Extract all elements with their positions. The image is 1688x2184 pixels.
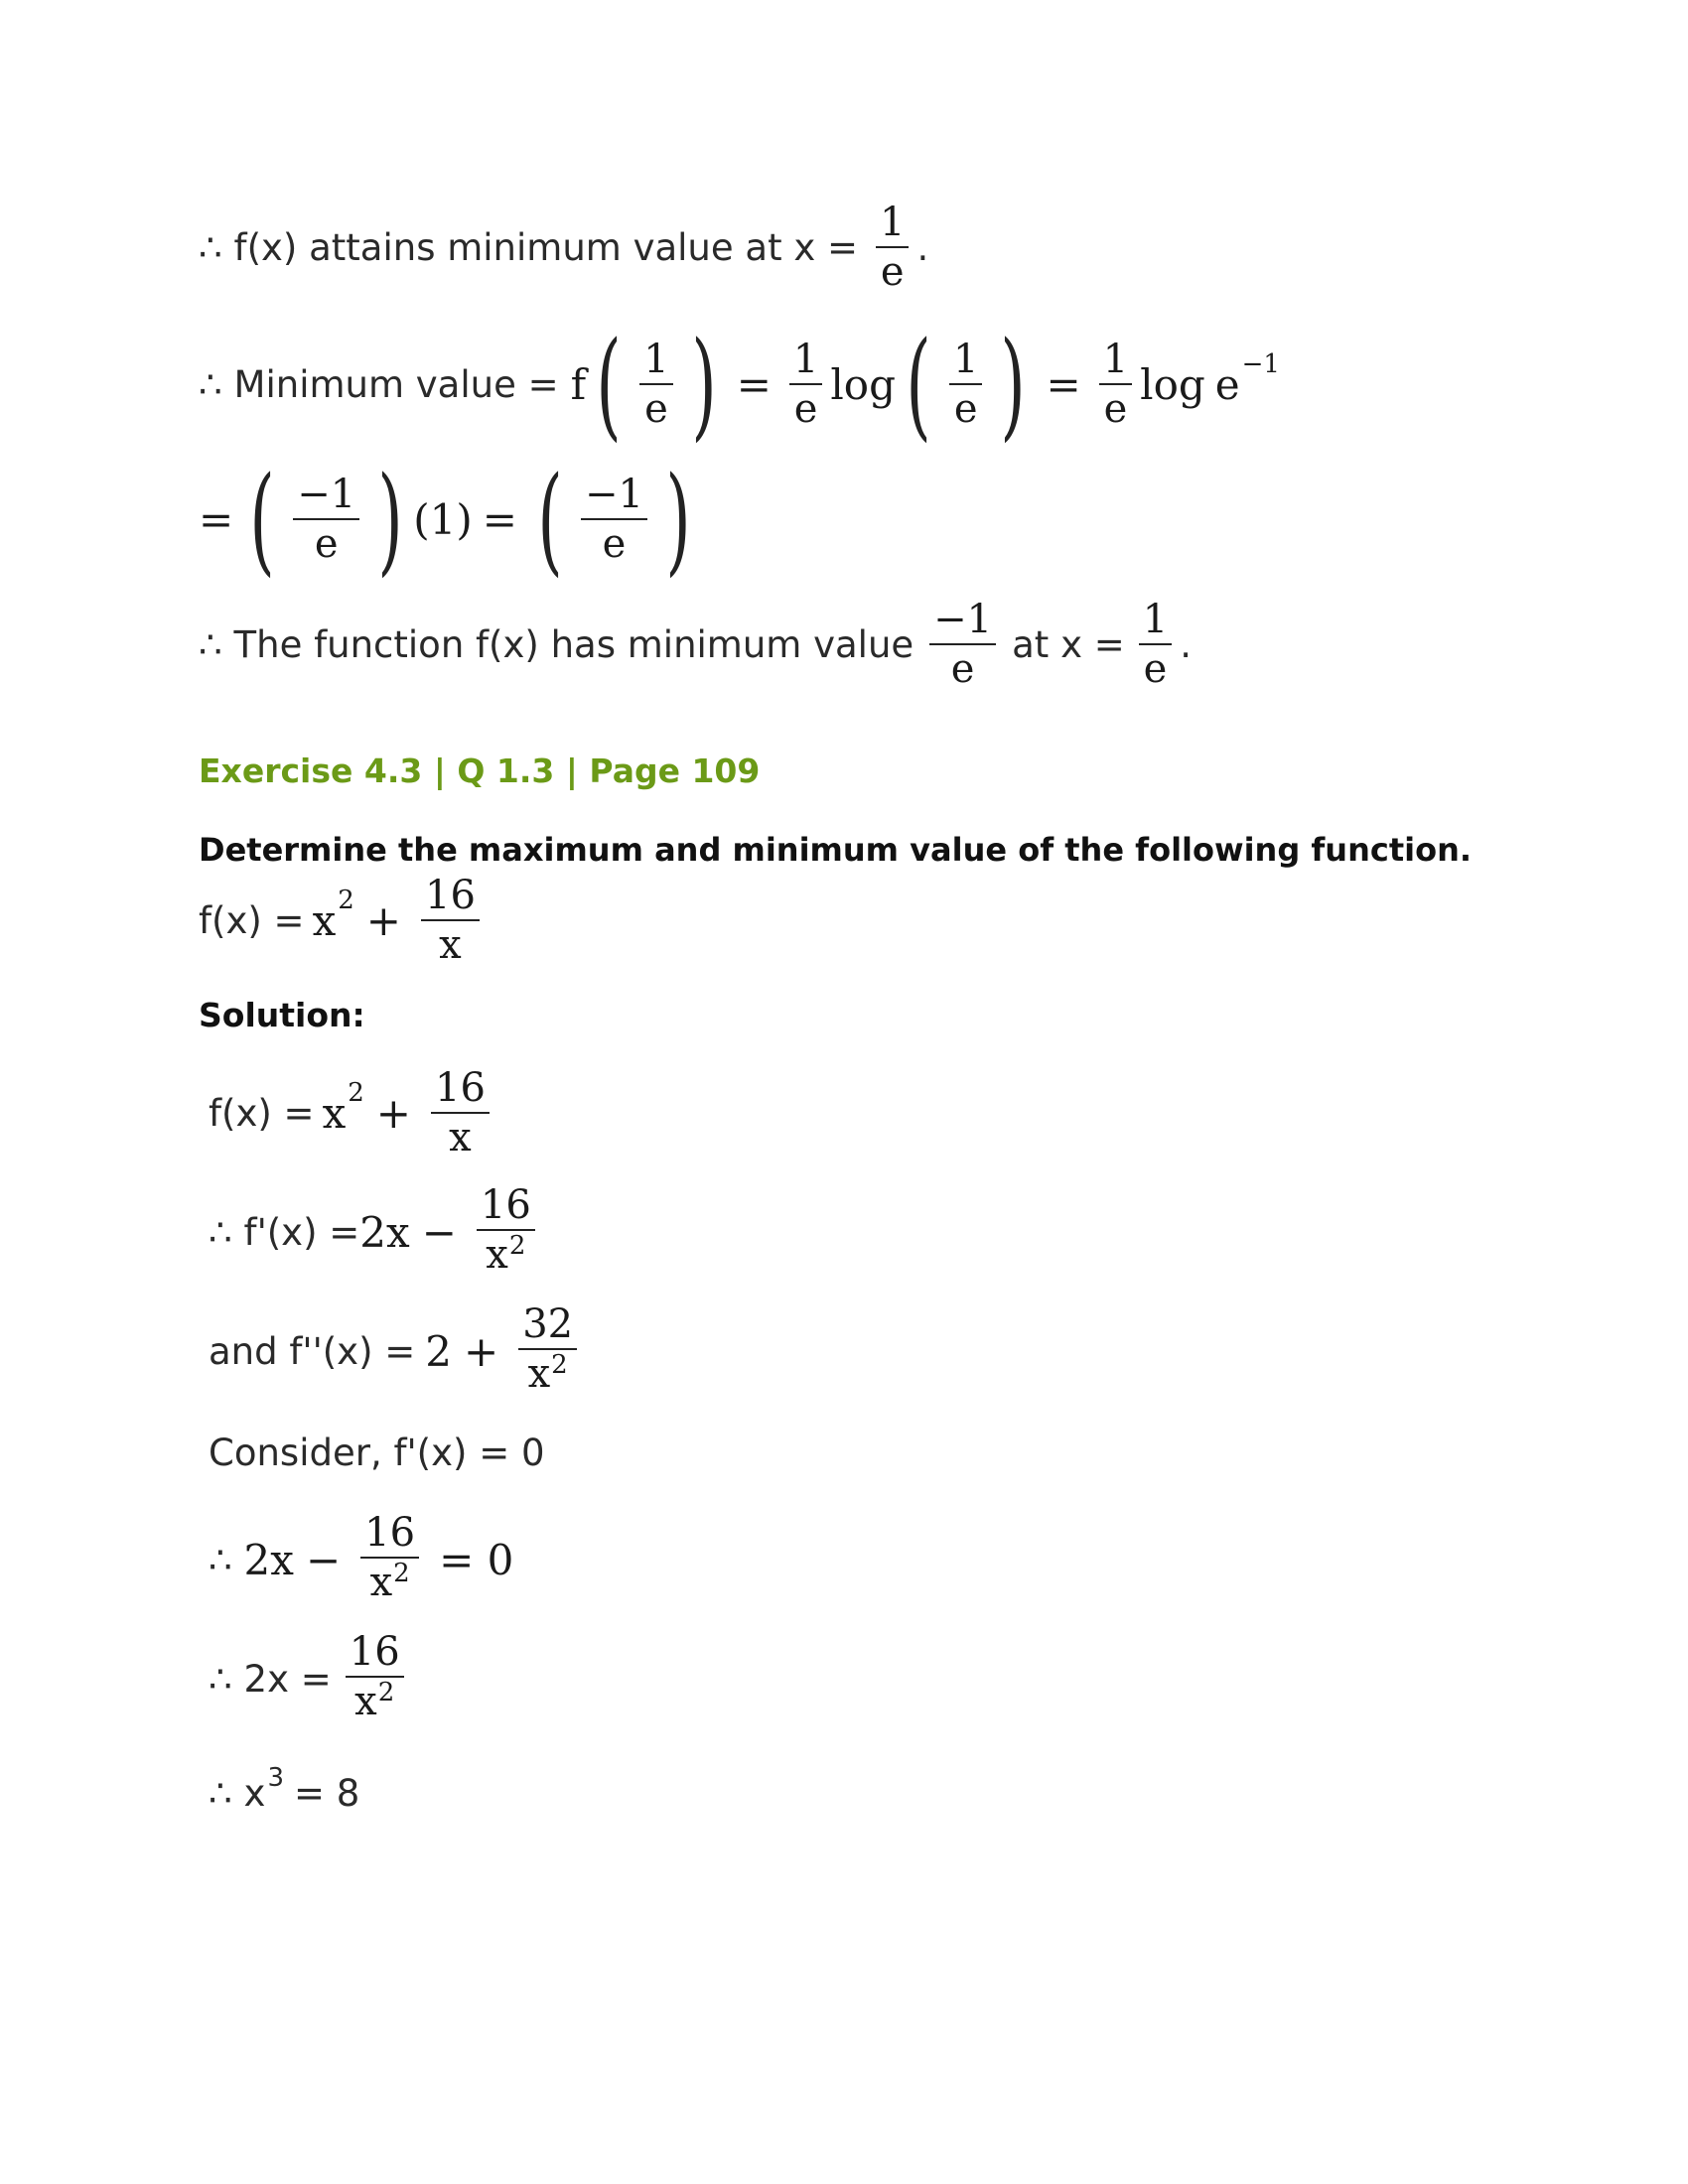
term: 2x (359, 1208, 410, 1257)
equals-zero: = 0 (439, 1536, 514, 1584)
fraction (949, 336, 982, 433)
statement-text: The function f(x) has minimum value (233, 622, 914, 666)
fraction (431, 1064, 490, 1161)
step-function (209, 1064, 497, 1161)
question-text: Determine the maximum and minimum value of the following function. (199, 831, 1472, 869)
exponent: 2 (508, 1231, 526, 1261)
step-cube (209, 1762, 360, 1815)
term: 2x (243, 1536, 294, 1584)
equals-sign: = (1046, 359, 1081, 409)
statement-text: Minimum value = (233, 362, 559, 406)
numerator: −1 (585, 472, 643, 517)
denominator: e (644, 386, 668, 432)
minus-sign: − (305, 1536, 342, 1584)
therefore-symbol: ∴ (199, 362, 222, 406)
fraction (346, 1628, 404, 1730)
log-operator: log (1140, 359, 1205, 409)
exponent: −1 (1241, 349, 1280, 379)
numerator: 16 (425, 873, 476, 918)
factor-one: (1) (413, 494, 473, 544)
denominator: e (314, 521, 339, 567)
euler-e: e (1214, 359, 1240, 409)
numerator: 16 (480, 1182, 531, 1228)
denominator-base: x (369, 1560, 393, 1605)
plus-sign: + (365, 895, 401, 945)
fraction (789, 336, 822, 433)
given-function (199, 872, 488, 969)
denominator: e (602, 521, 627, 567)
denominator: e (880, 249, 905, 295)
denominator-base: x (486, 1232, 508, 1278)
step-second-derivative (209, 1300, 585, 1403)
left-paren: ( (537, 451, 563, 588)
therefore-symbol: ∴ (199, 225, 222, 269)
denominator: e (1143, 646, 1168, 692)
fraction (929, 596, 996, 693)
step-set-zero (209, 1509, 513, 1611)
fraction (1099, 336, 1132, 433)
equals-sign: = (736, 359, 772, 409)
exponent: 2 (377, 1678, 395, 1707)
fraction (876, 199, 909, 296)
left-paren: ( (249, 451, 275, 588)
fraction (293, 471, 359, 568)
denominator: e (1103, 386, 1128, 432)
therefore-symbol: ∴ (209, 1539, 232, 1581)
therefore-symbol: ∴ (209, 1211, 232, 1254)
denominator-base: x (527, 1351, 551, 1397)
denominator (366, 1559, 414, 1611)
min-value-statement (199, 199, 928, 296)
exponent: 3 (267, 1762, 284, 1793)
exponent: 2 (338, 886, 354, 915)
fraction (518, 1300, 577, 1403)
fraction (360, 1509, 419, 1611)
log-operator: log (830, 359, 896, 409)
variable-x: x (243, 1772, 266, 1815)
step-rearrange (209, 1628, 412, 1730)
therefore-symbol: ∴ (199, 622, 222, 666)
denominator: e (793, 386, 818, 432)
numerator: 1 (1102, 337, 1129, 382)
left-paren: ( (596, 316, 622, 453)
plus-sign: + (375, 1088, 411, 1138)
rearrange-lhs: 2x = (243, 1658, 332, 1701)
numerator: 1 (792, 337, 819, 382)
period: . (916, 225, 929, 269)
derivative-lhs: f'(x) = (243, 1211, 360, 1254)
equals-sign: = (482, 494, 517, 544)
denominator: e (950, 646, 975, 692)
exponent: 2 (348, 1078, 364, 1108)
variable-x: x (312, 895, 337, 945)
numerator: 32 (522, 1301, 574, 1347)
numerator: 1 (1142, 597, 1169, 642)
right-paren: ) (691, 316, 717, 453)
denominator-base: x (354, 1679, 377, 1724)
equals-sign: = (199, 494, 234, 544)
therefore-symbol: ∴ (209, 1658, 232, 1701)
plus-sign: + (464, 1327, 499, 1376)
right-paren: ) (1000, 316, 1027, 453)
minimum-value-equation (199, 316, 1280, 453)
denominator (482, 1231, 529, 1284)
exponent: 2 (551, 1350, 568, 1380)
at-x-text: at x = (1012, 622, 1125, 666)
function-lhs: f(x) = (209, 1091, 315, 1135)
function-lhs: f(x) = (199, 898, 305, 942)
denominator: x (439, 922, 462, 968)
left-paren: ( (906, 316, 931, 453)
equals-eight: = 8 (294, 1772, 360, 1815)
exercise-heading: Exercise 4.3 | Q 1.3 | Page 109 (199, 751, 761, 790)
numerator: 1 (880, 200, 906, 245)
simplification-line (199, 451, 701, 588)
fraction (639, 336, 672, 433)
fraction (421, 872, 480, 969)
numerator: −1 (933, 597, 993, 642)
denominator: x (449, 1115, 472, 1160)
conclusion-statement (199, 596, 1192, 693)
fraction (477, 1181, 535, 1284)
right-paren: ) (377, 451, 403, 588)
variable-x: x (322, 1088, 347, 1138)
numerator: 16 (364, 1510, 416, 1556)
numerator: 1 (953, 337, 979, 382)
denominator (351, 1678, 398, 1730)
term: 2 (425, 1327, 453, 1376)
denominator (524, 1350, 572, 1403)
consider-text: Consider, f'(x) = 0 (209, 1432, 545, 1474)
fraction (1139, 596, 1172, 693)
step-consider (209, 1432, 545, 1474)
statement-text: f(x) attains minimum value at x = (233, 225, 859, 269)
function-f: f (570, 359, 587, 409)
fraction (581, 471, 647, 568)
numerator: 16 (435, 1065, 486, 1111)
period: . (1180, 622, 1192, 666)
right-paren: ) (665, 451, 691, 588)
solution-label: Solution: (199, 996, 365, 1034)
step-first-derivative (209, 1181, 543, 1284)
numerator: 1 (643, 337, 669, 382)
exponent: 2 (393, 1559, 410, 1588)
second-derivative-lhs: and f''(x) = (209, 1330, 416, 1373)
minus-sign: − (421, 1208, 457, 1257)
therefore-symbol: ∴ (209, 1772, 232, 1815)
numerator: −1 (297, 472, 356, 517)
denominator: e (953, 386, 978, 432)
numerator: 16 (349, 1629, 400, 1675)
